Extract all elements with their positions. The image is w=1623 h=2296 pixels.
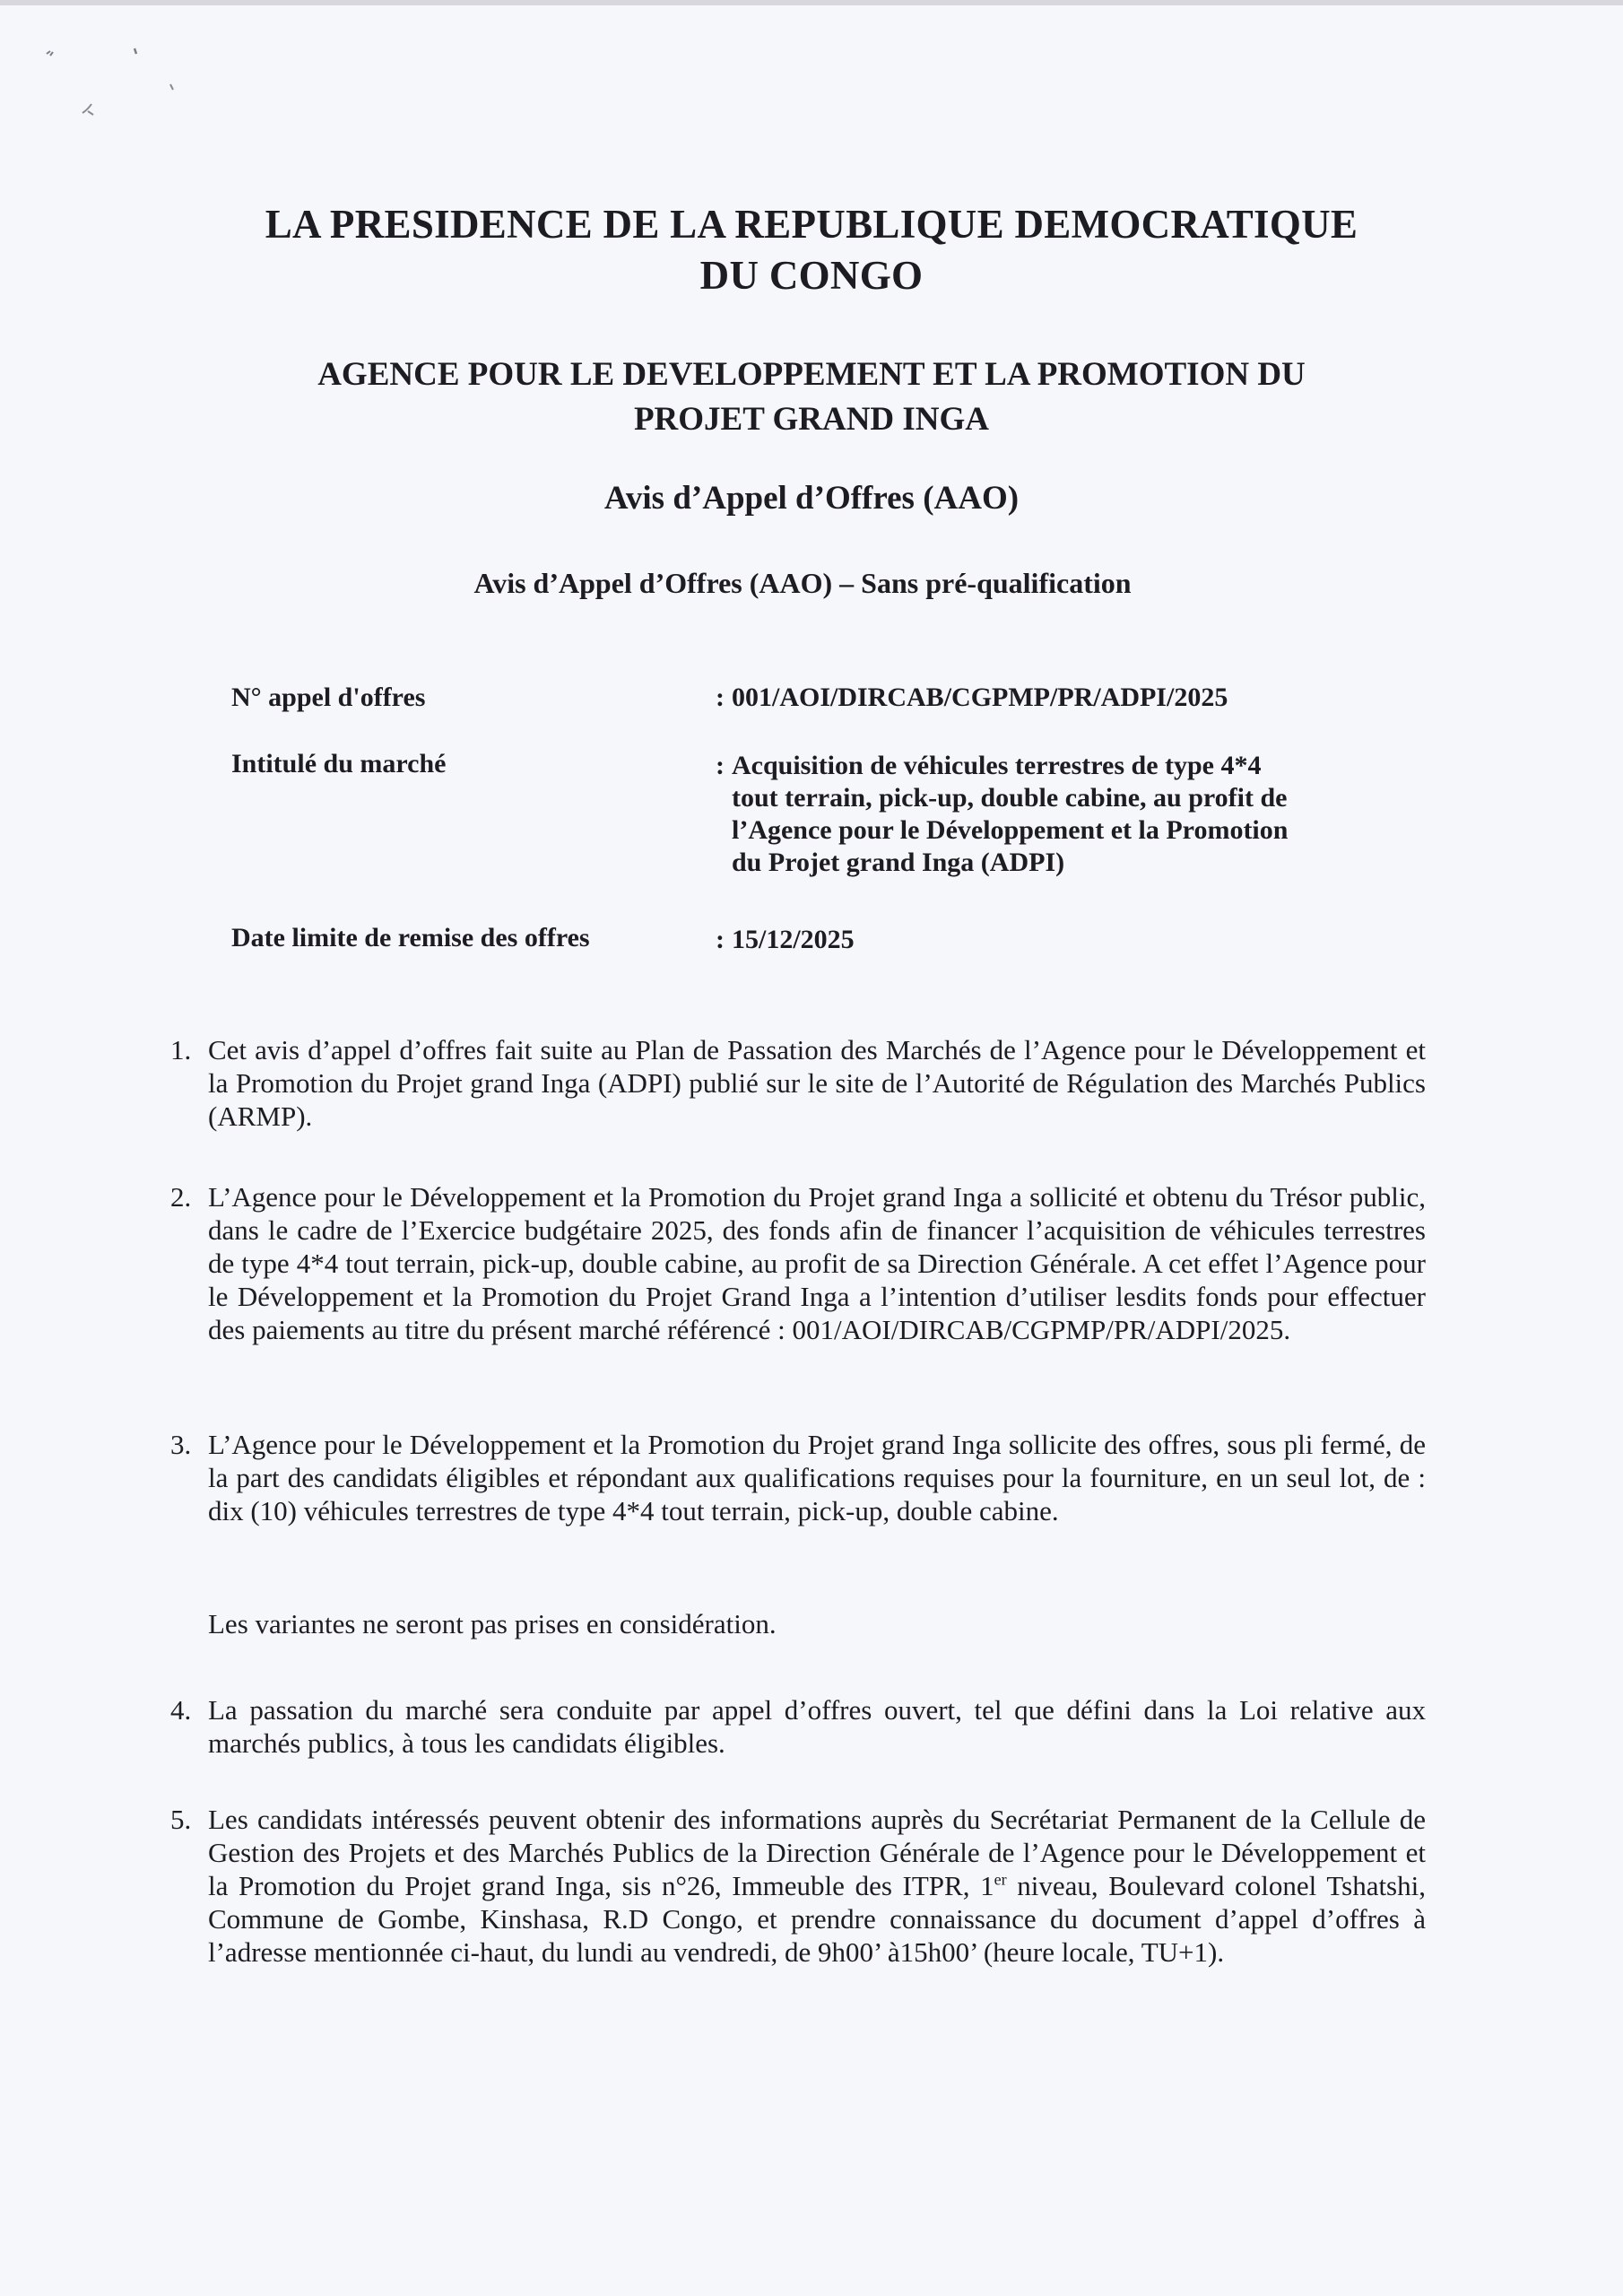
ref-value: 001/AOI/DIRCAB/CGPMP/PR/ADPI/2025: [732, 683, 1228, 712]
presidency-title: [135, 199, 1488, 301]
paragraph-number: 5.: [170, 1804, 192, 1835]
deadline-label: Date limite de remise des offres: [231, 923, 590, 952]
paragraph-number: 2.: [170, 1181, 192, 1213]
ref-label: N° appel d'offres: [231, 683, 426, 712]
title-value: [716, 750, 1451, 879]
agency-line-2: PROJET GRAND INGA: [633, 401, 990, 438]
paragraph-1: [170, 1033, 1426, 1133]
title-value-line-2: tout terrain, pick-up, double cabine, au profit de: [732, 783, 1288, 813]
paragraph-number: 1.: [170, 1034, 192, 1065]
deadline-value-wrap: [716, 924, 1451, 956]
title-value-line-3: l’Agence pour le Développement et la Promotion: [732, 815, 1289, 845]
colon: :: [716, 925, 725, 954]
title-value-line-4: du Projet grand Inga (ADPI): [732, 848, 1065, 877]
paragraph-text-part-2: niveau, Boulevard colonel Tshatshi, Commune de Gombe, Kinshasa, R.D Congo, et prendre connaissance du document d’appel d’offres à l’adresse mentionnée ci-haut, du lundi au vendredi, de 9h00’ à15h00’ (heure locale, TU+1).: [208, 1870, 1426, 1968]
title-value-line-1: Acquisition de véhicules terrestres de type 4*4: [732, 751, 1262, 780]
colon: :: [716, 751, 725, 780]
paragraph-number: 3.: [170, 1429, 192, 1460]
paragraph-text: L’Agence pour le Développement et la Promotion du Projet grand Inga a sollicité et obtenu du Trésor public, dans le cadre de l’Exercice budgétaire 2025, des fonds afin de financer l’acquisition de véhicules terrestres de type 4*4 tout terrain, pick-up, double cabine, au profit de sa Direction Générale. A cet effet l’Agence pour le Développement et la Promotion du Projet Grand Inga a l’intention d’utiliser lesdits fonds pour effectuer des paiements au titre du présent marché référencé : 001/AOI/DIRCAB/CGPMP/PR/ADPI/2025.: [208, 1181, 1426, 1345]
paragraph-3: [170, 1428, 1426, 1527]
paragraph-number: 4.: [170, 1694, 192, 1726]
presidency-line-2: DU CONGO: [699, 253, 924, 298]
paragraph-text: L’Agence pour le Développement et la Promotion du Projet grand Inga sollicite des offres, sous pli fermé, de la part des candidats éligibles et répondant aux qualifications requises pour la fourniture, en un seul lot, de : dix (10) véhicules terrestres de type 4*4 tout terrain, pick-up, double cabine.: [208, 1429, 1426, 1526]
paragraph-5: [170, 1803, 1426, 1969]
deadline-value: 15/12/2025: [732, 925, 855, 954]
paragraph-text: La passation du marché sera conduite par appel d’offres ouvert, tel que défini dans la Loi relative aux marchés publics, à tous les candidats éligibles.: [208, 1694, 1426, 1759]
agency-title: [135, 352, 1488, 442]
scan-marks: [36, 36, 215, 135]
colon: :: [716, 683, 725, 712]
paragraph-text: Cet avis d’appel d’offres fait suite au Plan de Passation des Marchés de l’Agence pour le Développement et la Promotion du Projet grand Inga (ADPI) publié sur le site de l’Autorité de Régulation des Marchés Publics (ARMP).: [208, 1034, 1426, 1132]
paragraph-4: [170, 1693, 1426, 1760]
variants-note: Les variantes ne seront pas prises en considération.: [208, 1608, 777, 1639]
paragraph-text: [208, 1803, 1426, 1969]
title-label: Intitulé du marché: [231, 749, 447, 778]
notice-subtitle: Avis d’Appel d’Offres (AAO) – Sans pré-qualification: [473, 567, 1132, 599]
agency-line-1: AGENCE POUR LE DEVELOPPEMENT ET LA PROMOTION DU: [317, 356, 1306, 393]
paragraph-2: [170, 1180, 1426, 1346]
presidency-line-1: LA PRESIDENCE DE LA REPUBLIQUE DEMOCRATIQUE: [265, 202, 1358, 247]
scan-top-edge: [0, 0, 1623, 5]
ref-value-wrap: [716, 682, 1451, 714]
paragraph-text-part-1: Les candidats intéressés peuvent obtenir des informations auprès du Secrétariat Permanent de la Cellule de Gestion des Projets et des Marchés Publics de la Direction Générale de l’Agence pour le Développement et la Promotion du Projet grand Inga, sis n°26, Immeuble des ITPR, 1: [208, 1804, 1426, 1901]
notice-title: Avis d’Appel d’Offres (AAO): [603, 480, 1020, 517]
ordinal-suffix: er: [994, 1870, 1007, 1889]
